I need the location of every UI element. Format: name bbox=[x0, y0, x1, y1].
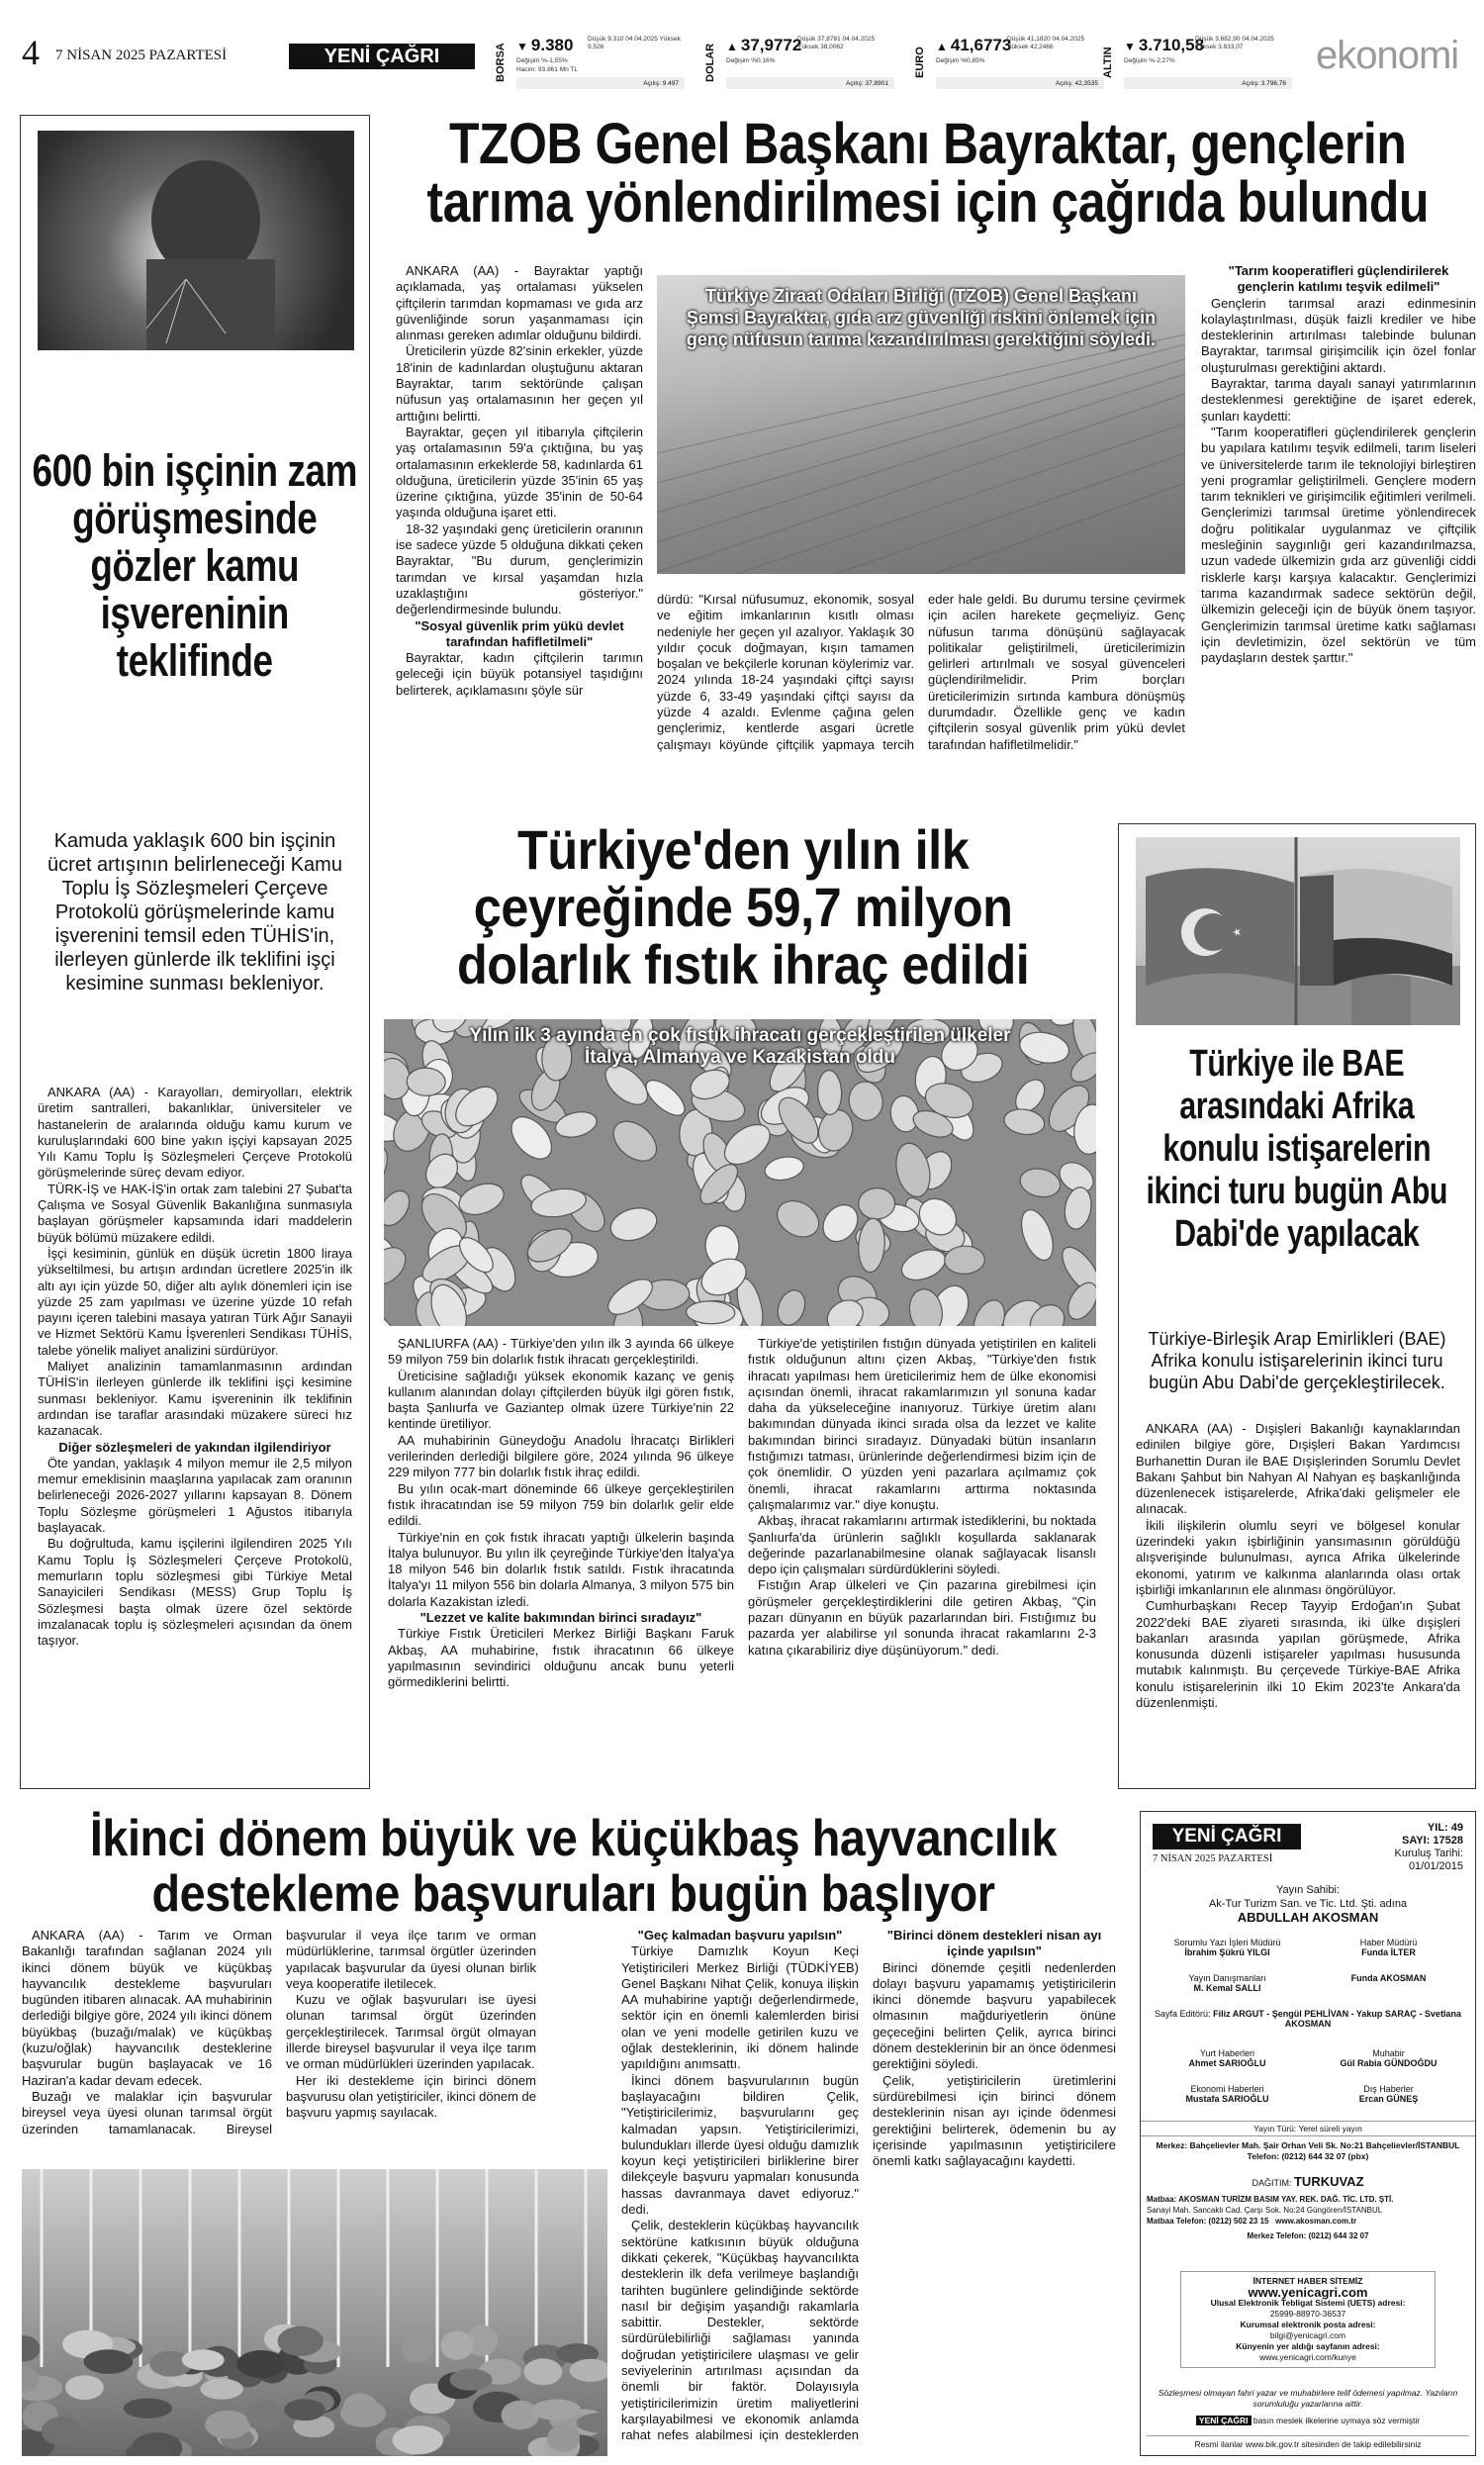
staff-name: M. Kemal SALLI bbox=[1193, 1983, 1261, 1993]
pistachio-shape bbox=[1017, 1165, 1063, 1200]
market-open: Açılış: 42,3535 bbox=[936, 77, 1104, 89]
arrow-down-icon: ▼ bbox=[516, 40, 528, 53]
tuhis-headline-text: 600 bin işçinin zam görüşmesinde gözler kamu işvereninin teklifinde bbox=[32, 445, 358, 686]
tzob-p: Bayraktar, geçen yıl itibarıyla çiftçilerin yaş ortalamasının 59'a çıktığına, bu yaş ortalamasının erkeklerde 58, kadınlarda 61 olduğuna, üreticilerin yüzde 35'inin 65 yaş üzerine çıktığına, yüzde 35'inin de 50-64 yaşında olduğuna işaret etti. bbox=[396, 424, 643, 521]
imprint-date: 7 NİSAN 2025 PAZARTESİ bbox=[1153, 1853, 1273, 1864]
tzob-col-continued bbox=[657, 592, 1185, 800]
sheep-shape bbox=[532, 2400, 581, 2420]
pistachio-shape bbox=[384, 1144, 393, 1193]
pistachio-shape bbox=[763, 1154, 805, 1184]
tzob-col1 bbox=[396, 263, 643, 703]
imprint-matbaa-name: Matbaa: AKOSMAN TURİZM BASIM YAY. REK. DAĞ. TİC. LTD. ŞTİ. bbox=[1147, 2195, 1394, 2204]
pistachio-shape bbox=[1002, 1106, 1046, 1137]
fistik-photo-pistachios bbox=[384, 1019, 1096, 1326]
staff-role: Muhabir bbox=[1372, 2048, 1405, 2058]
sheep-shape bbox=[65, 2375, 104, 2400]
hayvan-p: Birinci dönemde çeşitli nedenlerden dolayı başvuru yapamamış yetiştiricilerin ikinci dönemde başvuru yapabilecek olmasının mağduriyetlerin önüne geçeceğini belirten Çelik, ayrıca birinci dönem desteklerinin bir an önce ödenmesi gerektiğini söyledi. bbox=[873, 1959, 1116, 2072]
tzob-p: Gençlerin tarımsal arazi edinmesinin kolaylaştırılması, düşük faizli krediler ve hibe desteklerinin artırılması talebinde bulunan Bayraktar, tarımsal girişimcilik için özel fonlar oluşturulması gerektiğini aktardı. bbox=[1201, 295, 1476, 375]
imprint-staff-row bbox=[1147, 2008, 1469, 2047]
market-change: Değişim %0,85% bbox=[936, 57, 985, 64]
imprint-matbaa-web[interactable]: www.akosman.com.tr bbox=[1275, 2217, 1357, 2226]
tuhis-spot: Kamuda yaklaşık 600 bin işçinin ücret artışının belirleneceği Kamu Toplu İş Sözleşmeleri Çerçeve Protokolü görüşmelerinde kamu işverenini temsil eden TÜHİS'in, ilerleyen günlerde ilk teklifini işçi kesimine sunması bekleniyor. bbox=[47, 830, 342, 995]
fistik-p: Üreticisine sağladığı yüksek ekonomik kazanç ve geniş kullanım alanından dolayı çiftçilerden büyük ilgi gören fıstık, başta Şanlıurfa ve Gaziantep olmak üzere Türkiye'nin 22 kentinde üretiliyor. bbox=[388, 1368, 734, 1432]
sheep-shape bbox=[440, 2330, 473, 2359]
pistachio-shape bbox=[857, 1217, 886, 1273]
fistik-col1 bbox=[388, 1336, 734, 1771]
section-name: ekonomi bbox=[1316, 34, 1459, 77]
staff-role: Ekonomi Haberleri bbox=[1190, 2084, 1264, 2094]
bae-spot: Türkiye-Birleşik Arap Emirlikleri (BAE) Afrika konulu istişarelerinin ikinci turu bugün Abu Dabi'de gerçekleştirilecek. bbox=[1148, 1329, 1446, 1392]
pistachio-shape bbox=[384, 1240, 413, 1291]
sheep-shape bbox=[340, 2400, 386, 2427]
tuhis-p: İşçi kesiminin, günlük en düşük ücretin 1800 liraya yükseltilmesi, bu artışın ardından ücretlere 2025'in ilk altı ayı için yüzde 50, diğer altı aylık dönemleri için ise yüzde 25 zam yapılması ve üzerine yüzde 10 refah payını içeren talebini masaya yatıran Türk Ağır Sanayii ve Hizmet Sektörü Kamu İşverenleri Sendikası TÜHİS, talebe yönelik maliyet analizini sürdürüyor. bbox=[38, 1245, 352, 1358]
market-open: Açılış: 37,8901 bbox=[726, 77, 894, 89]
imprint-staff-row bbox=[1147, 1972, 1469, 2008]
logo-text: YENİ ÇAĞRI bbox=[324, 46, 440, 67]
tzob-headline-text: TZOB Genel Başkanı Bayraktar, gençlerin tarıma yönlendirilmesi için çağrıda bulundu bbox=[426, 112, 1429, 236]
market-label: EURO bbox=[914, 47, 926, 78]
pistachio-shape bbox=[605, 1113, 664, 1169]
staff-name: Filiz ARGUT - Şengül PEHLİVAN - Yakup SARAÇ - Svetlana AKOSMAN bbox=[1213, 2009, 1461, 2029]
imprint-ilan-label: Künyenin yer aldığı sayfanın adresi: bbox=[1236, 2341, 1380, 2351]
tzob-p: Bayraktar, tarıma dayalı sanayi yatırımlarının desteklenmesi gerektiğine de işaret ederek, şunları kaydetti: bbox=[1201, 376, 1476, 424]
pistachio-shape bbox=[891, 1140, 935, 1200]
market-label: BORSA bbox=[495, 43, 507, 82]
market-ticker-altin bbox=[1102, 34, 1296, 91]
imprint-staff-row bbox=[1147, 1937, 1469, 1972]
tuhis-body bbox=[38, 1085, 352, 1775]
imprint-ethics bbox=[1155, 2416, 1461, 2425]
imprint-disclaimer: Sözleşmesi olmayan fahri yazar ve muhabirlere telif ödemesi yapılmaz. Yazıların sorumluluğu yazarlarına aittir. bbox=[1158, 2388, 1458, 2409]
sheep-shape bbox=[401, 2334, 433, 2363]
sheep-shape bbox=[201, 2379, 243, 2400]
hayvan-col1 bbox=[22, 1928, 536, 2157]
tuhis-p: ANKARA (AA) - Karayolları, demiryolları, elektrik üretim santralleri, bakanlıklar, üniversiteler ve hastanelerin de aralarında olduğu kamu kurum ve kuruluşlarındaki 600 bine yakın işçiyi kapsayan 2025 Yılı Kamu Toplu İş Sözleşmeleri Çerçeve Protokolü görüşmelerinde süreç devam ediyor. bbox=[38, 1085, 352, 1181]
imprint-founded-label: Kuruluş Tarihi: bbox=[1394, 1848, 1463, 1859]
market-label: ALTIN bbox=[1102, 47, 1114, 78]
staff-role: Sayfa Editörü: bbox=[1155, 2009, 1211, 2019]
staff-name: Gül Rabia GÜNDOĞDU bbox=[1340, 2058, 1438, 2068]
sheep-shape bbox=[84, 2349, 134, 2374]
bae-body bbox=[1136, 1421, 1460, 1775]
sheep-shape bbox=[502, 2401, 540, 2430]
tuhis-p: Bu doğrultuda, kamu işçilerini ilgilendiren 2025 Yılı Kamu Toplu İş Sözleşmeleri Çerçeve Protokolü, memurların toplu sözleşmesi gibi Türkiye Metal Sanayicileri Sendikası (MESS) Grup Toplu İş Sözleşmesi başta olmak üzere özel sektörde imzalanacak toplu iş sözleşmeleri açısından da önem taşıyor. bbox=[38, 1536, 352, 1649]
imprint-ilan[interactable]: www.yenicagri.com/kunye bbox=[1259, 2352, 1356, 2362]
imprint-matbaa-tel: Matbaa Telefon: (0212) 502 23 15 bbox=[1147, 2217, 1269, 2226]
fistik-p: Türkiye Fıstık Üreticileri Merkez Birliği Başkanı Faruk Akbaş, AA muhabirine, fıstık ihracatının 66 ülkeye yapılmasının sevindirici olduğunu ancak bunu yeterli görmediklerini belirtti. bbox=[388, 1626, 734, 1690]
market-volume: Hacim: 93.861 Mn TL bbox=[516, 66, 579, 73]
market-value: ▼ 3.710,58 bbox=[1124, 36, 1205, 54]
fistik-p: AA muhabirinin Güneydoğu Anadolu İhracatçı Birlikleri verilerinden derlediği bilgilere göre, 2024 yılında 96 ülkeye 229 milyon 777 bin dolarlık fıstık ihraç edildi. bbox=[388, 1432, 734, 1480]
tuhis-p: Maliyet analizinin tamamlanmasının ardından TÜHİS'in ilerleyen günlerde ilk teklifini işçi kesimine sunması bekleniyor. Kamu işvereninin ilk teklifinin ardından ise taraflar arasındaki müzakere süreci hız kazanacak. bbox=[38, 1359, 352, 1439]
fistik-subheading: "Lezzet ve kalite bakımından birinci sıradayız" bbox=[419, 1610, 702, 1626]
sheep-shape bbox=[124, 2399, 172, 2418]
tzob-p: 18-32 yaşındaki genç üreticilerin oranının ise sadece yüzde 5 olduğuna dikkati çeken Bayraktar, "Bu durum, gençlerimizin tarımdan ve kırsal yaşamdan hızla uzaklaştığını gösteriyor." değerlendirmesinde bulundu. bbox=[396, 521, 643, 617]
hayvan-p: Her iki destekleme için birinci dönem başvurusu olan yetiştiriciler, ikinci dönem de başvuru yapmış sayılacak. bbox=[286, 2072, 536, 2121]
market-ticker-euro bbox=[914, 34, 1108, 91]
hayvan-headline-text: İkinci dönem büyük ve küçükbaş hayvancılık destekleme başvuruları bugün başlıyor bbox=[89, 1810, 1057, 1923]
tuhis-subheading: Diğer sözleşmeleri de yakından ilgilendiriyor bbox=[58, 1439, 331, 1455]
fistik-p: Akbaş, ihracat rakamlarını artırmak istediklerini, bu noktada Şanlıurfa'da ürünlerin sağlıklı koşullarda saklanarak değerinde pazarlanabilmesine olanak sağlayacak lisanslı depo için çalışmaları sürdürdüklerini söyledi. bbox=[748, 1513, 1096, 1577]
tuhis-p: TÜRK-İŞ ve HAK-İŞ'in ortak zam talebini 27 Şubat'ta Çalışma ve Sosyal Güvenlik Bakanlığına sunmasıyla başlayan görüşmeler kapsamında idari maddelerin büyük bölümü müzakere edildi. bbox=[38, 1181, 352, 1245]
fistik-p: Türkiye'nin en çok fıstık ihracatı yaptığı ülkelerin başında İtalya bulunuyor. Bu yılın ilk çeyreğinde Türkiye'den İtalya'ya 18 milyon 546 bin dolarlık fıstık satıldı. Fıstık ihracatında İtalya'yı 11 milyon 556 bin dolarla Almanya, 3 milyon 575 bin dolarla Kazakistan izledi. bbox=[388, 1529, 734, 1609]
arrow-up-icon: ▲ bbox=[726, 40, 738, 53]
pistachio-shape bbox=[606, 1202, 661, 1246]
flags-graphic bbox=[1136, 837, 1460, 1025]
arrow-down-icon: ▼ bbox=[1124, 40, 1136, 53]
imprint-internet-label: İNTERNET HABER SİTEMİZ bbox=[1252, 2276, 1363, 2286]
bae-headline bbox=[1128, 1043, 1466, 1256]
imprint-owner-label: Yayın Sahibi: bbox=[1275, 1884, 1340, 1896]
staff-name: Ahmet SARIOĞLU bbox=[1188, 2058, 1266, 2068]
tzob-p: Bayraktar, kadın çiftçilerin tarımın geleceği için büyük potansiyel taşıdığını belirterek, açıklamasını şöyle sür bbox=[396, 650, 643, 698]
imprint-staff-row bbox=[1147, 2083, 1469, 2119]
imprint-dagitim-value: TURKUVAZ bbox=[1293, 2174, 1364, 2189]
imprint-logo bbox=[1153, 1824, 1301, 1849]
pistachio-shape bbox=[846, 1079, 885, 1123]
imprint-issue: SAYI: 17528 bbox=[1402, 1835, 1463, 1847]
market-change: Değişim %0,16% bbox=[726, 57, 776, 64]
tzob-p-continued: dürdü: "Kırsal nüfusumuz, ekonomik, sosyal ve eğitim imkanlarının kısıtlı olması nedeniyle her geçen yıl azalıyor. Yaklaşık 30 yıldır çocuk doğmayan, kışın tamamen boşalan ve bekçilerle korunan köylerimiz var. 2024 yılında 18-24 yaşındaki çiftçi sayısı yüzde 6, 33-49 yaşındaki çiftçi sayısı da yüzde 4 azaldı. Evlenme çağına gelen gençlerimiz, kentlerde asgari ücretle çalışmayı köyünde çiftçilik yapmaya tercih eder hale geldi. Bu durumu tersine çevirmek için acilen harekete geçmeliyiz. Genç nüfusun tarıma dönüşünü sağlayacak politikalar geliştirilmeli, üreticilerimizin gelirleri artırılmalı ve sosyal güvenceleri güçlendirilmelidir. Prim borçları üreticilerimizin sırtında kambura dönüşmüş durumdadır. Özellikle genç ve kadın çiftçilerin sosyal güvenlik prim yükü devlet tarafından hafifletilmelidir." bbox=[657, 592, 1185, 752]
imprint-year-value: YIL: 49 bbox=[1427, 1822, 1463, 1834]
market-change: Değişim %-1,55% bbox=[516, 57, 568, 64]
bae-photo-flags bbox=[1136, 837, 1460, 1025]
imprint-address bbox=[1147, 2140, 1469, 2162]
pistachio-shape bbox=[1062, 1185, 1094, 1231]
imprint-matbaa-adres: Sanayi Mah. Sancaklı Cad. Çarşı Sok. No:24 Güngören/İSTANBUL bbox=[1147, 2206, 1383, 2215]
pistachio-shape bbox=[384, 1185, 416, 1231]
tuhis-headline bbox=[30, 447, 360, 685]
tzob-col4 bbox=[1201, 263, 1476, 800]
fistik-col2 bbox=[748, 1336, 1096, 1771]
imprint-year bbox=[1395, 1822, 1464, 1873]
hayvan-p: ANKARA (AA) - Tarım ve Orman Bakanlığı tarafından sağlanan 2024 yılı ikinci dönem büyük ve küçükbaş hayvancılık destekleme başvuruları bugünden itibaren alınacak. AA muhabirinin derlediği bilgiye göre, 2024 yılı ikinci dönem büyükbaş (buzağı/malak) ve küçükbaş (kuzu/oğlak) hayvancılık desteklerine başvurular bugün başlayacak ve 16 Haziran'a kadar devam edecek. bbox=[22, 1928, 272, 2088]
sheep-shape bbox=[22, 2335, 41, 2361]
imprint-owner: ABDULLAH AKOSMAN bbox=[1237, 1910, 1379, 1925]
staff-name: Funda AKOSMAN bbox=[1350, 1973, 1427, 1983]
staff-name: Funda İLTER bbox=[1361, 1947, 1416, 1957]
tzob-subheading: "Tarım kooperatifleri güçlendirilerek gençlerin katılımı teşvik edilmeli" bbox=[1228, 263, 1449, 295]
pistachio-shape bbox=[858, 1187, 895, 1220]
imprint-kep[interactable]: bilgi@yenicagri.com bbox=[1269, 2330, 1346, 2340]
staff-role: Yurt Haberleri bbox=[1199, 2048, 1255, 2058]
imprint-owner-company: Ak-Tur Turizm San. ve Tic. Ltd. Şti. adına bbox=[1208, 1898, 1408, 1910]
pistachio-shape bbox=[1015, 1205, 1059, 1265]
sheep-graphic bbox=[22, 2169, 607, 2456]
header-logo bbox=[289, 44, 475, 69]
hayvan-col3 bbox=[873, 1928, 1116, 2456]
market-range: Düşük 9.310 04.04.2025 Yüksek 9.526 bbox=[588, 36, 681, 50]
fistik-photo-caption: Yılın ilk 3 ayında en çok fıstık ihracatı gerçekleştirilen ülkeler İtalya, Almanya ve Kazakistan oldu bbox=[469, 1025, 1011, 1068]
bae-p: İkili ilişkilerin olumlu seyri ve bölgesel konular üzerindeki yakın işbirliğinin yansımasının görüldüğü alışverişinde bulunulması, ayrıca Afrika ülkelerinde ekonomi, yatırım ve kalkınma alanlarında olası ortak işbirliği imkanlarının ele alınması öngörülüyor. bbox=[1136, 1517, 1460, 1597]
sheep-shape bbox=[547, 2424, 580, 2452]
imprint-kep-label: Kurumsal elektronik posta adresi: bbox=[1240, 2320, 1376, 2329]
tzob-headline bbox=[376, 112, 1479, 253]
tzob-photo-wheat-field bbox=[657, 275, 1185, 574]
imprint-ethics-logo: YENİ ÇAĞRI bbox=[1196, 2416, 1252, 2425]
imprint-bik: Resmi ilanlar www.bik.gov.tr sitesinden de takip edilebilirsiniz bbox=[1147, 2435, 1469, 2449]
imprint-uets: 25999-88970-36537 bbox=[1269, 2309, 1346, 2319]
tzob-p: "Tarım kooperatifleri güçlendirilerek gençlerin bu yapılara katılımı teşvik edilmeli, tarım liseleri ve üniversitelerde tarım ile teknolojiyi birleştiren yeni programlar geliştirilmeli. Gençlere modern tarım teknikleri ve girişimcilik eğitimleri verilmeli. Gençlerimizi tarımsal üretime yönlendirecek doğru politikalar uygulanmaz ve çiftçilik mesleğinin saygınlığı geri kazandırılmazsa, uzun vadede ülkemizin gıda arz güvenliği ciddi risklerle karşı karşıya kalacaktır. Gençlerimizi tarıma kazandırmak sadece sektörün değil, ülkemizin geleceği için de büyük önem taşıyor. Gençlerimizin tarımsal üretime katkı sağlaması için devletimizin, özel sektörün ve tüm paydaşların destek şarttır." bbox=[1201, 424, 1476, 666]
imprint-web-box bbox=[1180, 2271, 1436, 2368]
header-date: 7 NİSAN 2025 PAZARTESİ bbox=[55, 47, 228, 63]
staff-role: Yayın Danışmanları bbox=[1188, 1973, 1266, 1983]
imprint-ethics-text: basın meslek ilkelerine uymaya söz vermiştir bbox=[1252, 2416, 1421, 2425]
hayvan-p: Kuzu ve oğlak başvuruları ise üyesi olunan tarımsal örgüt üzerinden gerçekleştirilecek. Tarımsal örgüt olmayan illerde bireysel başvurular il veya ilçe tarım ve orman müdürlükleri üzerinden yapılacak. bbox=[286, 1992, 536, 2072]
market-range: Düşük 37,8781 04.04.2025 Yüksek 38,0062 bbox=[797, 36, 876, 50]
page-number: 4 bbox=[22, 33, 40, 72]
fistik-headline bbox=[382, 818, 1104, 995]
imprint-logo-text: YENİ ÇAĞRI bbox=[1171, 1826, 1282, 1847]
staff-name: İbrahim Şükrü YILGI bbox=[1184, 1947, 1270, 1957]
market-value: ▲ 37,9772 bbox=[726, 36, 802, 54]
sheep-shape bbox=[278, 2326, 324, 2356]
hayvan-p: Çelik, yetiştiricilerin üretimlerini sürdürebilmesi için birinci dönem desteklerinin nisan ayı içinde ödenmesi gerektiğini belirterek, ödemenin bu ay içerisinde yapılmasının yetiştiricilere önemli katkı sağlayacağını kaydetti. bbox=[873, 2072, 1116, 2169]
imprint-dagitim bbox=[1141, 2174, 1475, 2189]
fistik-p: Türkiye'de yetiştirilen fıstığın dünyada yetiştirilen en kaliteli fıstık olduğunun altını çizen Akbaş, "Türkiye'den fıstık ihracatı yapılması hem üreticilerimiz hem de ülke ekonomisi açısından önemli, ihracat rakamlarımızın yıl sonuna kadar daha da yükseleceğine inanıyoruz. Türkiye üretim alanı bakımından dünyada ikinci sırada olsa da lezzet ve kalite bakımından birinci sıradayız. Dünyadaki bütün insanların fıstığımızı tatması, ürünlerinde değerlendirmesi bizim için de çok önemlidir. O yüzden yeni pazarlara açılmamız çok önemli, ihracat rakamlarını arttırma noktasında çalışmalarımız var." diye konuştu. bbox=[748, 1336, 1096, 1512]
hayvan-p: Türkiye Damızlık Koyun Keçi Yetiştiricileri Merkez Birliği (TÜDKİYEB) Genel Başkanı Nihat Çelik, konuya ilişkin AA muhabirine yaptığı değerlendirmede, sektör için en önemli kalemlerden birisi olan ve yeni modelle getirilen kuzu ve oğlak desteklerinin, iki dönem halinde yapıldığını anımsattı. bbox=[621, 1944, 859, 2072]
bae-headline-text: Türkiye ile BAE arasındaki Afrika konulu istişarelerin ikinci turu bugün Abu Dabi'de yapılacak bbox=[1146, 1043, 1448, 1255]
tuhis-photo-welder bbox=[38, 131, 354, 350]
hayvan-subheading: "Birinci dönem destekleri nisan ayı içinde yapılsın" bbox=[886, 1928, 1102, 1959]
pistachio-shape bbox=[771, 1193, 825, 1244]
pistachio-shape bbox=[686, 1300, 735, 1324]
imprint-uets-label: Ulusal Elektronik Tebligat Sistemi (UETS) adresi: bbox=[1210, 2298, 1406, 2308]
market-change: Değişim %-2,27% bbox=[1124, 57, 1175, 64]
pistachio-shape bbox=[407, 1067, 446, 1096]
imprint-matbaa bbox=[1147, 2194, 1469, 2241]
hayvan-p: İkinci dönem başvurularının bugün başlayacağını bildiren Çelik, "Yetiştiricilerimiz, başvurularını geç kalmadan yapsın. Yetiştiricilerimizi, bulundukları illerde üyesi olduğu damızlık koyun keçi yetiştiricileri birliklerine birer dilekçeyle başvuru yapmaları konusunda hassas davranmaya davet ediyoruz." dedi. bbox=[621, 2072, 859, 2218]
market-value: ▼ 9.380 bbox=[516, 36, 574, 54]
sheep-shape bbox=[182, 2349, 225, 2370]
sheep-shape bbox=[393, 2425, 443, 2454]
pistachio-shape bbox=[817, 1070, 843, 1115]
fistik-p: ŞANLIURFA (AA) - Türkiye'den yılın ilk 3 ayında 66 ülkeye 59 milyon 759 bin dolarlık fıstık ihracatı gerçekleştirildi. bbox=[388, 1336, 734, 1368]
imprint-box bbox=[1140, 1811, 1476, 2456]
market-open: Açılış: 3.796,76 bbox=[1124, 77, 1292, 89]
hayvan-photo-sheep-barn bbox=[22, 2169, 607, 2456]
hayvan-subheading: "Geç kalmadan başvuru yapılsın" bbox=[637, 1928, 843, 1943]
welder-graphic bbox=[38, 131, 354, 350]
imprint-merkez: Merkez: Bahçelievler Mah. Şair Orhan Veli Sk. No:21 Bahçelievler/İSTANBUL bbox=[1156, 2140, 1460, 2150]
imprint-telefon: Telefon: (0212) 644 32 07 (pbx) bbox=[1247, 2151, 1369, 2161]
pistachio-shape bbox=[906, 1286, 946, 1326]
imprint-staff bbox=[1147, 1937, 1469, 2119]
hayvan-p: Buzağı ve malaklar için başvurular bireysel veya üyesi olunan tarımsal örgüt üzerinden tamamlanacak. Bireysel başvurular il veya ilçe tarım ve orman müdürlüklerine, tarımsal örgütler üzerinden yapılacak başvurular da üyesi olunan birlik veya kooperatife iletilecek. bbox=[22, 1928, 536, 2136]
market-range: Düşük 3.682,90 04.04.2025 Yüksek 3.833,07 bbox=[1195, 36, 1274, 50]
sheep-shape bbox=[450, 2369, 493, 2391]
sheep-shape bbox=[246, 2401, 282, 2431]
fistik-p: Fıstığın Arap ülkeleri ve Çin pazarına girebilmesi için görüşmeler gerçekleştirdiklerini dile getiren Akbaş, "Çin pazarı dünyanın en büyük pazarlarından biri. Fıstığımız bu pazarda yer alabilirse yıl sonunda ihracat rakamlarını 2-3 katına çıkarabiliriz diye düşünüyorum." dedi. bbox=[748, 1577, 1096, 1658]
imprint-yayin-turu: Yayın Türü: Yerel süreli yayın bbox=[1141, 2121, 1475, 2136]
market-label: DOLAR bbox=[704, 43, 716, 82]
sheep-shape bbox=[284, 2399, 325, 2420]
imprint-dagitim-label: DAĞITIM: bbox=[1252, 2178, 1292, 2188]
tzob-photo-caption: Türkiye Ziraat Odaları Birliği (TZOB) Genel Başkanı Şemsi Bayraktar, gıda arz güvenliği riskini önlemek için genç nüfusun tarıma kazandırılması gerektiğini söyledi. bbox=[686, 286, 1157, 349]
bae-p: Cumhurbaşkanı Recep Tayyip Erdoğan'ın Şubat 2022'deki BAE ziyareti sırasında, iki ülke dışişleri bakanları arasında yapılan görüşmede, Afrika konusunda düzenli istişareler yapılması hususunda mutabık kalınmıştı. Bu çerçevede Türkiye-BAE Afrika konulu istişarelerinin ilki 10 Ekim 2023'te Ankara'da düzenlenmişti. bbox=[1136, 1598, 1460, 1711]
hayvan-headline bbox=[20, 1811, 1126, 1922]
bae-p: ANKARA (AA) - Dışişleri Bakanlığı kaynaklarından edinilen bilgiye göre, Dışişleri Bakan Yardımcısı Burhanettin Duran ile BAE Dışişlerinden Sorumlu Devlet Bakanı Şahbut bin Nahyan Al Nahyan eş başkanlığında düzenlenecek istişarelerde, Afrika'daki gelişmeler ele alınacak. bbox=[1136, 1421, 1460, 1517]
tzob-p: ANKARA (AA) - Bayraktar yaptığı açıklamada, yaş ortalaması yükselen çiftçilerin tarımdan kopmaması ve gıda arz güvenliğinde sorun yaşanmaması için alınması gereken adımlar olduğunu bildirdi. bbox=[396, 263, 643, 343]
imprint-staff-row bbox=[1147, 2047, 1469, 2083]
staff-name: Mustafa SARIOĞLU bbox=[1185, 2094, 1269, 2104]
imprint-founded: 01/01/2015 bbox=[1408, 1860, 1463, 1872]
pistachio-shape bbox=[773, 1286, 809, 1326]
tuhis-p: Öte yandan, yaklaşık 4 milyon memur ile 2,5 milyon memur emeklisinin maaşlarına yapılacak zam oranının belirleneceği 2026-2027 yıllarını kapsayan 8. Dönem Toplu Sözleşme görüşmeleri 1 Ağustos itibarıyla başlayacak. bbox=[38, 1455, 352, 1536]
market-range: Düşük 41,1820 04.04.2025 Yüksek 42,2466 bbox=[1007, 36, 1085, 50]
sheep-shape bbox=[42, 2417, 82, 2445]
pistachio-shape bbox=[968, 1295, 1010, 1326]
fistik-headline-text: Türkiye'den yılın ilk çeyreğinde 59,7 milyon dolarlık fıstık ihraç edildi bbox=[456, 818, 1030, 995]
imprint-owner-block bbox=[1141, 1883, 1475, 1925]
pistachio-shape bbox=[384, 1303, 403, 1326]
sheep-shape bbox=[524, 2358, 563, 2385]
market-open: Açılış: 9.497 bbox=[516, 77, 685, 89]
market-ticker-borsa bbox=[495, 34, 689, 91]
staff-name: Ercan GÜNEŞ bbox=[1358, 2094, 1419, 2104]
imprint-merkez-tel: Merkez Telefon: (0212) 644 32 07 bbox=[1247, 2231, 1369, 2240]
staff-role: Haber Müdürü bbox=[1359, 1938, 1418, 1947]
sheep-shape bbox=[205, 2411, 250, 2439]
market-ticker-dolar bbox=[704, 34, 898, 91]
market-value: ▲ 41,6773 bbox=[936, 36, 1012, 54]
tzob-subheading: "Sosyal güvenlik prim yükü devlet tarafından hafifletilmeli" bbox=[415, 617, 624, 649]
staff-role: Sorumlu Yazı İşleri Müdürü bbox=[1173, 1938, 1281, 1947]
sheep-shape bbox=[236, 2350, 286, 2378]
arrow-up-icon: ▲ bbox=[936, 40, 948, 53]
hayvan-p: Çelik, desteklerin küçükbaş hayvancılık sektörüne katkısının büyük olduğuna dikkati çekerek, "Küçükbaş hayvancılıkta desteklerin ilk defa verilmeye başlandığı tarihten bugünlere gelindiğinde sektörde nasıl bir değişim yaşandığı rakamlarla sabittir. Destekler, sektörde sürdürülebilirliği sağlaması yanında doğrudan yetiştiricilere ulaşması ve gelir seviyelerinin artırılması açısından da önemli bir faktör. Dolayısıyla yetiştiricilerimizin üretim maliyetlerini karşılayabilmesi ve ekonomik anlamda rahat nefes alabilmesi için desteklerden bbox=[621, 2218, 859, 2443]
imprint-internet[interactable]: www.yenicagri.com bbox=[1248, 2285, 1368, 2300]
hayvan-col2 bbox=[621, 1928, 859, 2456]
staff-role: Dış Haberler bbox=[1363, 2084, 1414, 2094]
tzob-p: Üreticilerin yüzde 82'sinin erkekler, yüzde 18'inin de kadınlardan oluştuğunu aktaran Bayraktar, tarım sektöründe çalışan nüfusun yaş ortalamasının her geçen yıl arttığını belirtti. bbox=[396, 343, 643, 424]
fistik-p: Bu yılın ocak-mart döneminde 66 ülkeye gerçekleştirilen fıstık ihracatından ise 59 milyon 759 bin dolarlık gelir elde edildi. bbox=[388, 1480, 734, 1529]
